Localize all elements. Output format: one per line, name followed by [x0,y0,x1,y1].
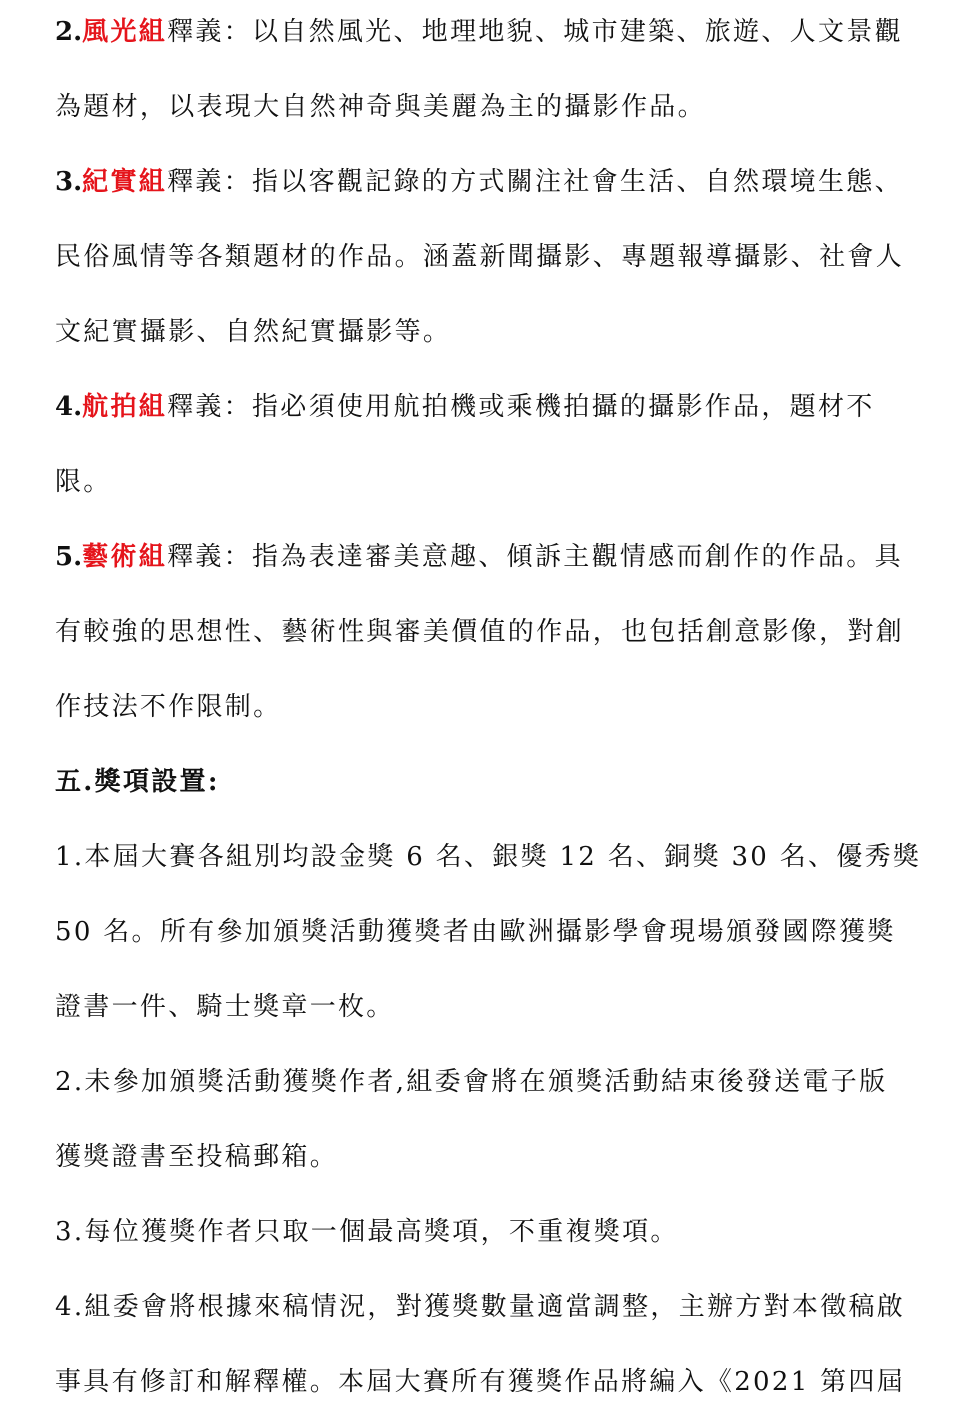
category-4-line-1 [55,392,875,422]
category-3-text: 釋義：指以客觀記錄的方式關注社會生活、自然環境生態、 [167,167,903,197]
category-3-number: 3. [55,167,83,197]
award-item-4-line-2: 事具有修訂和解釋權。本屆大賽所有獲獎作品將編入《2021 第四屆 [55,1367,906,1397]
category-4-line-2: 限。 [55,467,112,497]
category-5-line-3: 作技法不作限制。 [55,692,282,722]
category-2-number: 2. [55,17,83,47]
category-2-line-2: 為題材，以表現大自然神奇與美麗為主的攝影作品。 [55,92,706,122]
category-5-line-2: 有較強的思想性、藝術性與審美價值的作品，也包括創意影像，對創 [55,617,905,647]
award-item-4-line-1: 4.組委會將根據來稿情況，對獲獎數量適當調整，主辦方對本徵稿啟 [55,1292,906,1322]
category-3-name: 紀實組 [82,167,168,197]
category-3-line-3: 文紀實攝影、自然紀實攝影等。 [55,317,452,347]
category-2-line-1 [55,17,903,47]
category-3-line-1 [55,167,903,197]
category-5-name: 藝術組 [82,542,168,572]
award-item-2-line-2: 獲獎證書至投稿郵箱。 [55,1142,339,1172]
category-5-line-1 [55,542,903,572]
award-item-3-line-1: 3.每位獲獎作者只取一個最高獎項，不重複獎項。 [55,1217,679,1247]
category-3-line-2: 民俗風情等各類題材的作品。涵蓋新聞攝影、專題報導攝影、社會人 [55,242,905,272]
award-item-2-line-1: 2.未參加頒獎活動獲獎作者,組委會將在頒獎活動結束後發送電子版 [55,1067,888,1097]
category-5-text: 釋義：指為表達審美意趣、傾訴主觀情感而創作的作品。具 [167,542,903,572]
award-item-1-line-3: 證書一件、騎士獎章一枚。 [55,992,395,1022]
category-2-text: 釋義：以自然風光、地理地貌、城市建築、旅遊、人文景觀 [167,17,903,47]
awards-section-heading: 五.獎項設置: [55,767,220,797]
award-item-1-line-1: 1.本屆大賽各組別均設金獎 6 名、銀獎 12 名、銅獎 30 名、優秀獎 [55,842,922,872]
category-4-number: 4. [55,392,83,422]
award-item-1-line-2: 50 名。所有參加頒獎活動獲獎者由歐洲攝影學會現場頒發國際獲獎 [55,917,896,947]
category-4-text: 釋義：指必須使用航拍機或乘機拍攝的攝影作品，題材不 [167,392,875,422]
category-4-name: 航拍組 [82,392,168,422]
category-2-name: 風光組 [82,17,168,47]
category-5-number: 5. [55,542,83,572]
